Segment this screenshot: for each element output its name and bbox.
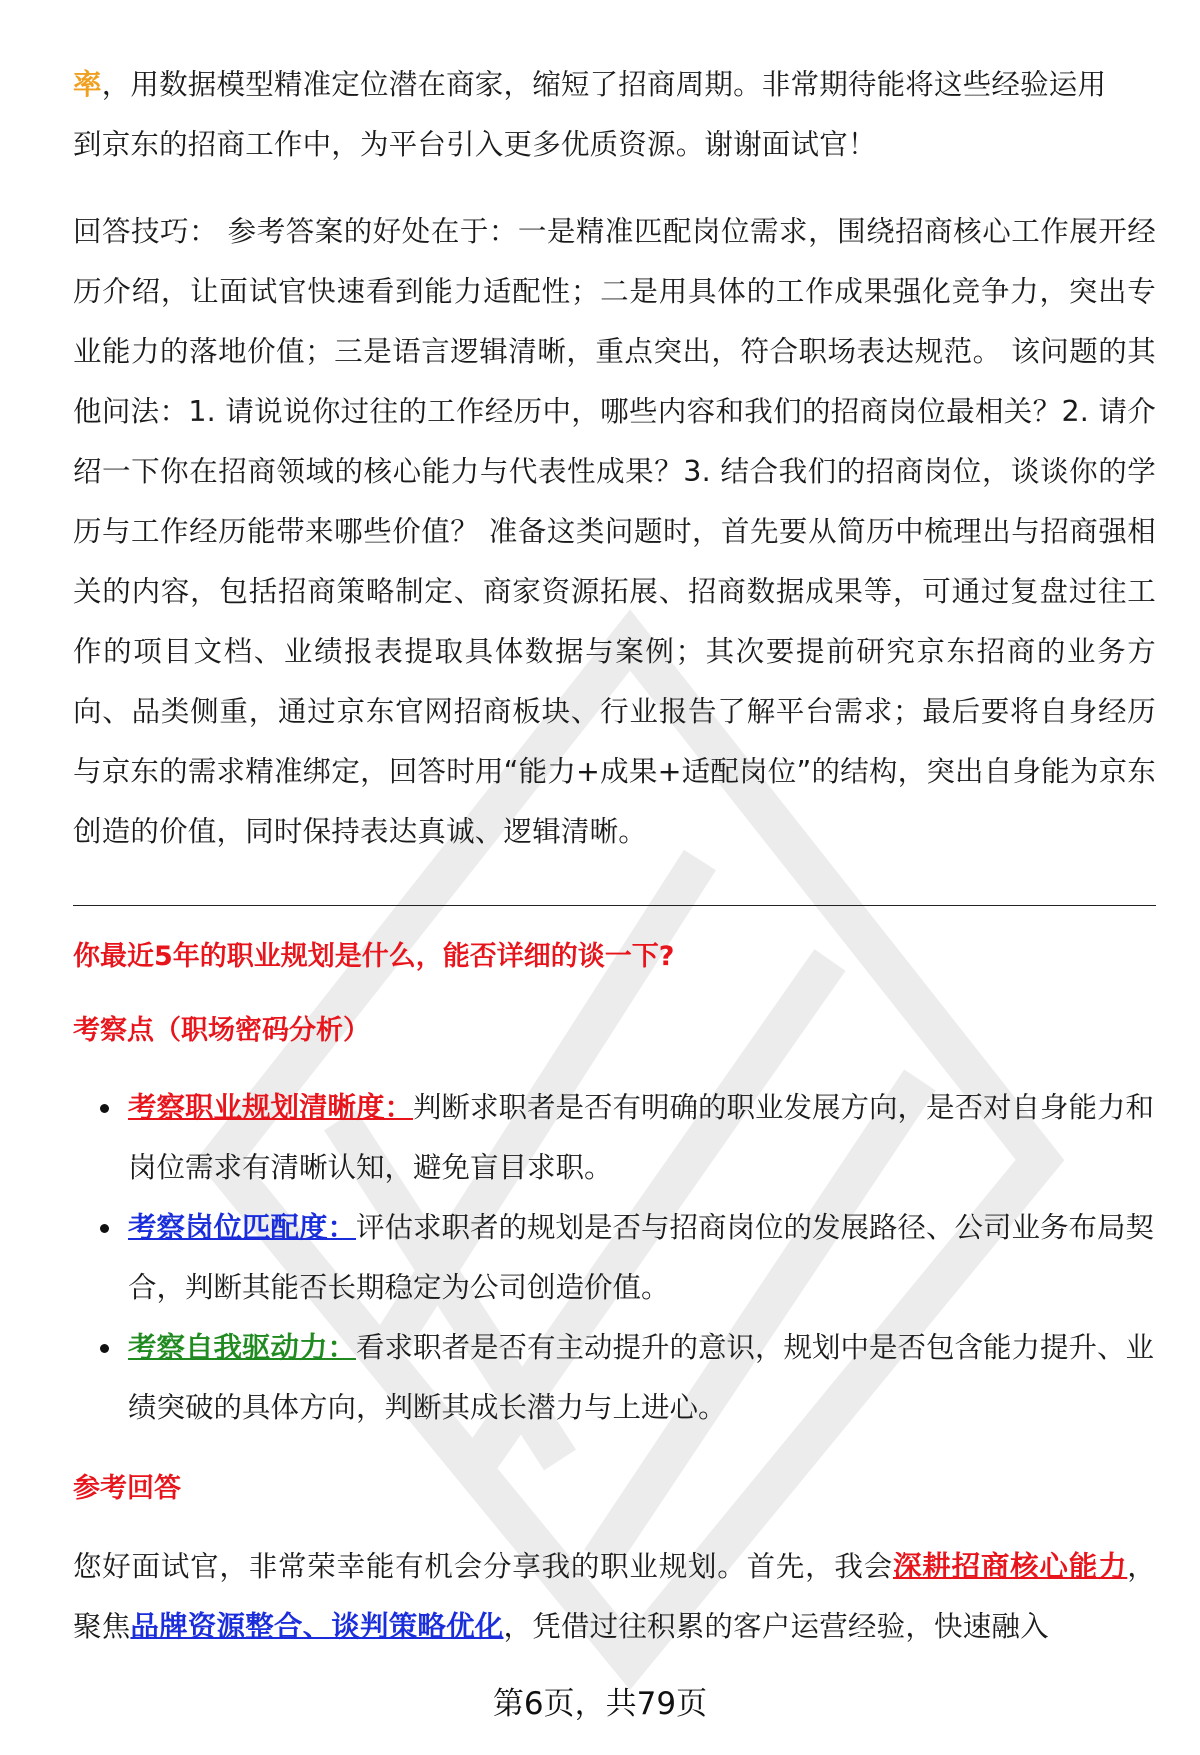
intro-line-2: 到京东的招商工作中，为平台引入更多优质资源。谢谢面试官！: [73, 128, 877, 161]
analysis-point-label: 考察自我驱动力：: [128, 1331, 357, 1364]
analysis-point-text: 评估求职者的规划是否与招商岗位的发展路径、公司业务布局契合，判断其能否长期稳定为公司创造价值。: [128, 1211, 1155, 1304]
answer-tips-paragraph: 回答技巧： 参考答案的好处在于：一是精准匹配岗位需求，围绕招商核心工作展开经历介绍，让面试官快速看到能力适配性；二是用具体的工作成果强化竞争力，突出专业能力的落地价值；三是语言逻辑清晰，重点突出，符合职场表达规范。 该问题的其他问法：1. 请说说你过往的工作经历中，哪些内容和我们的招商岗位最相关？2. 请介绍一下你在招商领域的核心能力与代表性成果？3. 结合我们的招商岗位，谈谈你的学历与工作经历能带来哪些价值？ 准备这类问题时，首先要从简历中梳理出与招商强相关的内容，包括招商策略制定、商家资源拓展、招商数据成果等，可通过复盘过往工作的项目文档、业绩报表提取具体数据与案例；其次要提前研究京东招商的业务方向、品类侧重，通过京东官网招商板块、行业报告了解平台需求；最后要将自身经历与京东的需求精准绑定，回答时用“能力+成果+适配岗位”的结构，突出自身能为京东创造的价值，同时保持表达真诚、逻辑清晰。: [73, 215, 1156, 848]
bullet-icon: [100, 1224, 109, 1233]
reference-answer-paragraph: [73, 1537, 1156, 1657]
answer-text: ，凭借过往积累的客户运营经验，快速融入: [503, 1610, 1049, 1643]
analysis-heading: 考察点（职场密码分析）: [73, 1015, 370, 1046]
intro-line-1: [73, 55, 1158, 115]
highlight-orange-text: 率: [73, 68, 102, 101]
analysis-point: [73, 1198, 1158, 1318]
page-number-footer: 第6页，共79页: [492, 1686, 708, 1722]
intro-text: ，用数据模型精准定位潜在商家，缩短了招商周期。非常期待能将这些经验运用: [101, 68, 1107, 101]
bullet-icon: [100, 1104, 109, 1113]
analysis-point-text: 看求职者是否有主动提升的意识，规划中是否包含能力提升、业绩突破的具体方向，判断其成长潜力与上进心。: [128, 1331, 1155, 1424]
bullet-icon: [100, 1344, 109, 1353]
answer-text: ，聚焦: [73, 1550, 1156, 1643]
question-title: 你最近5年的职业规划是什么，能否详细的谈一下?: [73, 941, 675, 972]
answer-text: 您好面试官，非常荣幸能有机会分享我的职业规划。首先，我会: [73, 1550, 893, 1583]
analysis-point: [73, 1318, 1158, 1438]
analysis-point: [73, 1078, 1158, 1198]
answer-highlight-red: 深耕招商核心能力: [893, 1550, 1128, 1583]
analysis-points-list: [73, 1078, 1158, 1438]
reference-answer-heading: 参考回答: [73, 1473, 181, 1504]
answer-highlight-blue: 品牌资源整合、谈判策略优化: [130, 1610, 504, 1643]
analysis-point-label: 考察岗位匹配度：: [128, 1211, 357, 1244]
analysis-point-label: 考察职业规划清晰度：: [128, 1091, 414, 1124]
section-divider: [73, 905, 1156, 906]
analysis-point-text: 判断求职者是否有明确的职业发展方向，是否对自身能力和岗位需求有清晰认知，避免盲目求职。: [128, 1091, 1155, 1184]
